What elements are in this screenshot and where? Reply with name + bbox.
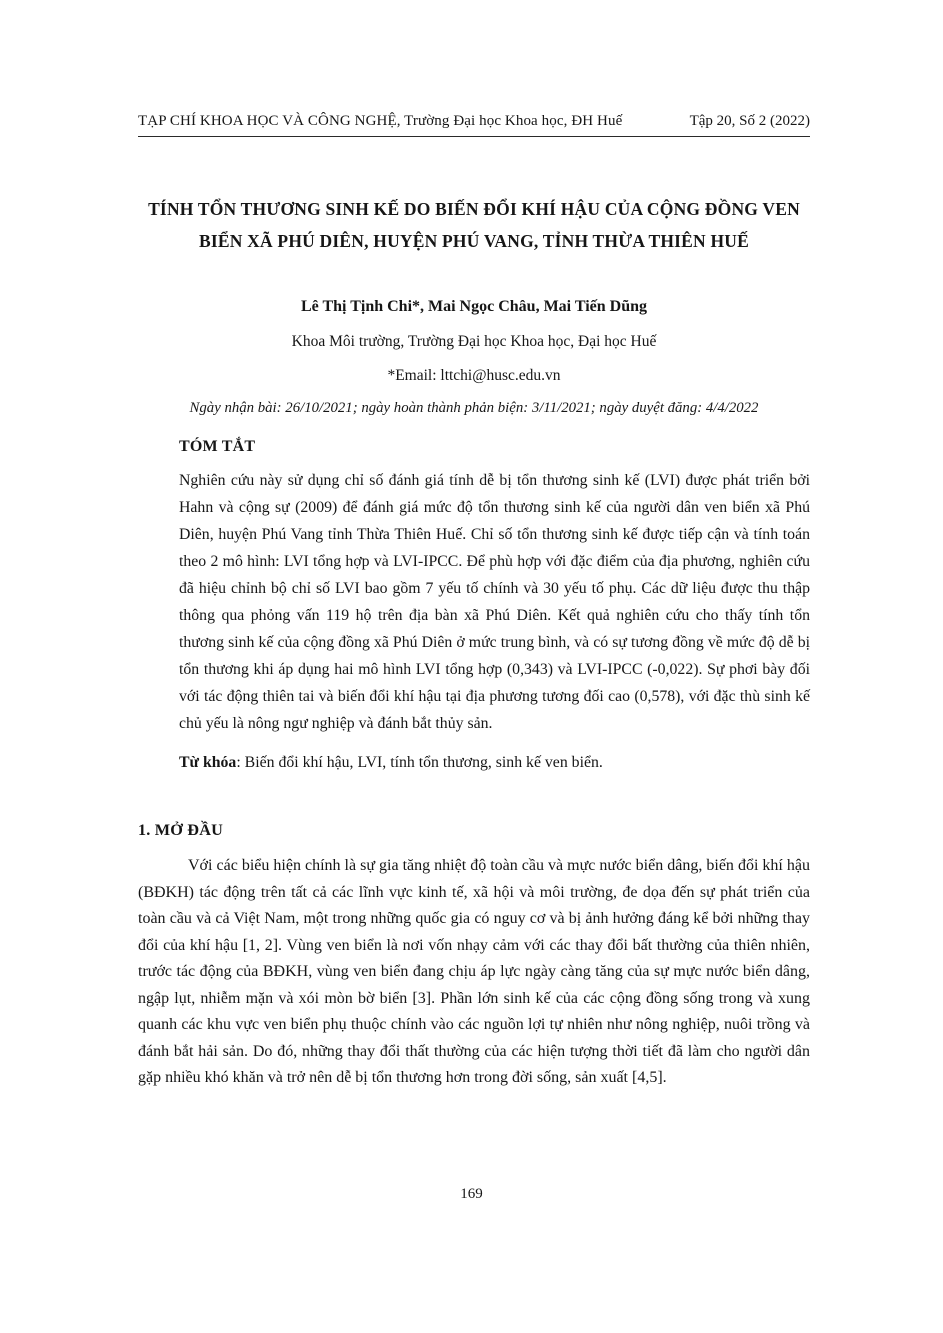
abstract-section bbox=[179, 438, 810, 775]
email-line: *Email: lttchi@husc.edu.vn bbox=[387, 366, 561, 384]
keywords-line bbox=[179, 750, 810, 775]
section-heading-intro: 1. MỞ ĐẦU bbox=[138, 821, 223, 840]
abstract-heading: TÓM TẮT bbox=[179, 437, 256, 455]
running-head bbox=[138, 113, 810, 137]
issue-info: Tập 20, Số 2 (2022) bbox=[689, 113, 810, 129]
keywords-label: Từ khóa bbox=[179, 753, 237, 771]
keywords-text: : Biến đổi khí hậu, LVI, tính tổn thương, sinh kế ven biển. bbox=[236, 753, 603, 771]
article-title: TÍNH TỔN THƯƠNG SINH KẾ DO BIẾN ĐỔI KHÍ HẬU CỦA CỘNG ĐỒNG VEN BIỂN XÃ PHÚ DIÊN, HUYỆN PHÚ VANG, TỈNH THỪA THIÊN HUẾ bbox=[148, 199, 800, 252]
intro-paragraph: Với các biểu hiện chính là sự gia tăng nhiệt độ toàn cầu và mực nước biển dâng, biến đổi khí hậu (BĐKH) tác động trên tất cả các lĩnh vực kinh tế, xã hội và môi trường, đe dọa đến sự phát triển của toàn cầu và cả Việt Nam, một trong những quốc gia có nguy cơ và bị ảnh hưởng đáng kể bởi những thay đổi của khí hậu [1, 2]. Vùng ven biển là nơi vốn nhạy cảm với các thay đổi bất thường của thiên nhiên, trước tác động của BĐKH, vùng ven biển đang chịu áp lực ngày càng tăng của sự mực nước biển dâng, ngập lụt, nhiễm mặn và xói mòn bờ biển [3]. Phần lớn sinh kế của các cộng đồng sống trong và xung quanh các khu vực ven biển phụ thuộc chính vào các nguồn lợi tự nhiên như nông nghiệp, nuôi trồng và đánh bắt hải sản. Do đó, những thay đổi thất thường của các hiện tượng thời tiết đã làm cho người dân gặp nhiều khó khăn và trở nên dễ bị tổn thương hơn trong đời sống, sản xuất [4,5]. bbox=[138, 857, 810, 1087]
journal-name: TẠP CHÍ KHOA HỌC VÀ CÔNG NGHỆ, Trường Đại học Khoa học, ĐH Huế bbox=[138, 113, 623, 129]
affiliation-line: Khoa Môi trường, Trường Đại học Khoa học, Đại học Huế bbox=[291, 332, 657, 350]
abstract-body: Nghiên cứu này sử dụng chỉ số đánh giá tính dễ bị tổn thương sinh kế (LVI) được phát triển bởi Hahn và cộng sự (2009) để đánh giá mức độ tổn thương sinh kế của người dân ven biển xã Phú Diên, huyện Phú Vang tỉnh Thừa Thiên Huế. Chỉ số tổn thương sinh kế được tiếp cận và tính toán theo 2 mô hình: LVI tổng hợp và LVI-IPCC. Để phù hợp với đặc điểm của địa phương, nghiên cứu đã hiệu chỉnh bộ chỉ số LVI bao gồm 7 yếu tố chính và 30 yếu tố phụ. Các dữ liệu được thu thập thông qua phỏng vấn 119 hộ trên địa bàn xã Phú Diên. Kết quả nghiên cứu cho thấy tính tổn thương sinh kế của cộng đồng xã Phú Diên ở mức trung bình, và có sự tương đồng về mức độ dễ bị tổn thương khi áp dụng hai mô hình LVI tổng hợp (0,343) và LVI-IPCC (-0,022). Sự phơi bày đối với tác động thiên tai và biến đổi khí hậu tại địa phương tương đối cao (0,578), với đặc thù sinh kế chủ yếu là nông ngư nghiệp và đánh bắt thủy sản. bbox=[179, 471, 810, 732]
page-number: 169 bbox=[460, 1186, 483, 1202]
article-history-line: Ngày nhận bài: 26/10/2021; ngày hoàn thành phản biện: 3/11/2021; ngày duyệt đăng: 4/4/2022 bbox=[189, 399, 759, 416]
author-line: Lê Thị Tịnh Chi*, Mai Ngọc Châu, Mai Tiến Dũng bbox=[300, 297, 647, 315]
